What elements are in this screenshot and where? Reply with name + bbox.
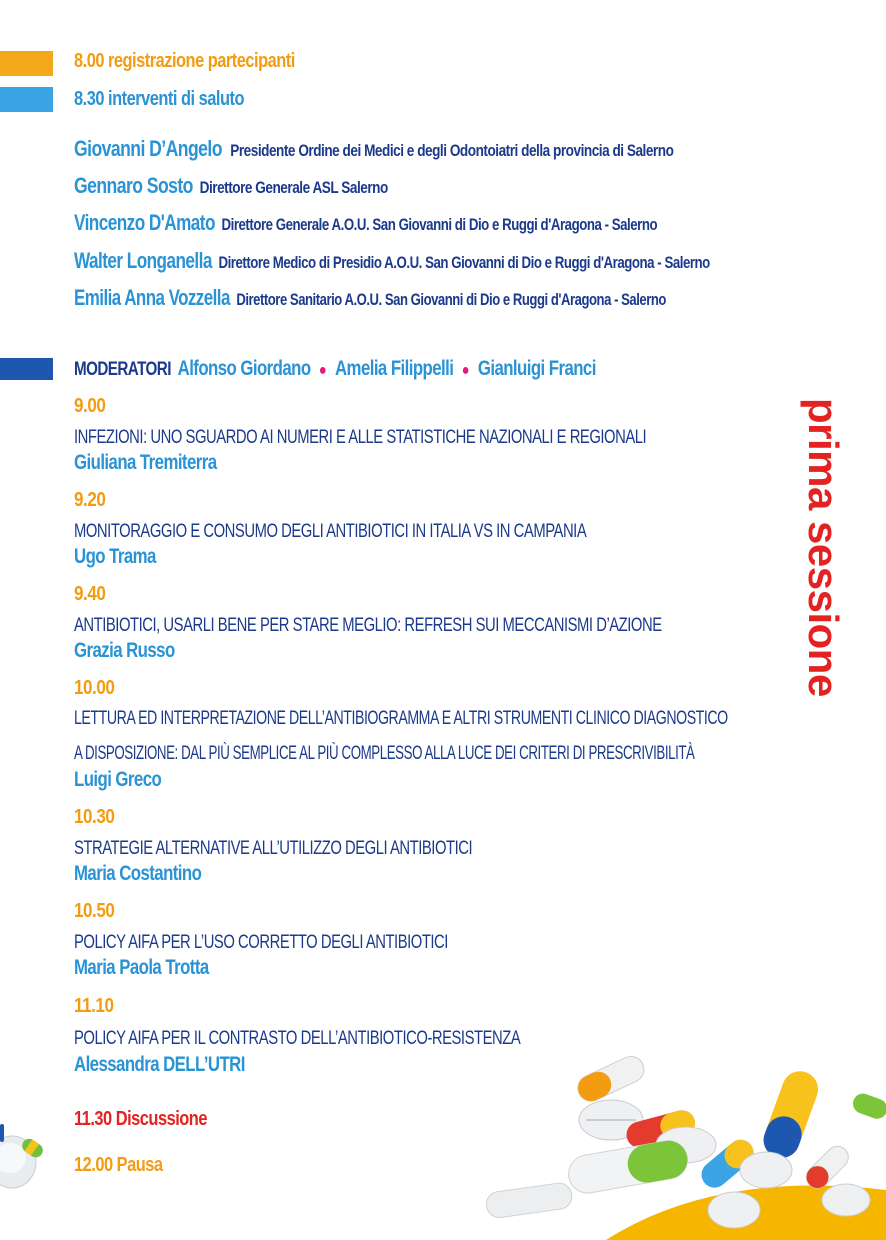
greetings-line: 8.30 interventi di saluto [74,88,244,110]
talk-time: 10.00 [74,677,115,699]
talk-speaker: Ugo Trama [74,545,156,568]
moderators-row [74,357,596,381]
talk-time: 9.20 [74,489,106,511]
talk-time: 10.30 [74,806,115,828]
registration-line: 8.00 registrazione partecipanti [74,50,295,72]
guest-role: Presidente Ordine dei Medici e degli Odontoiatri della provincia di Salerno [230,141,674,160]
talk-speaker: Grazia Russo [74,639,175,662]
guest-name: Walter Longanella [74,248,212,273]
guest-row [74,248,710,274]
guest-row [74,136,673,162]
guest-row [74,285,666,311]
talk-time: 10.50 [74,900,115,922]
moderator-name: Alfonso Giordano [177,357,311,380]
talk-title: POLICY AIFA PER IL CONTRASTO DELL’ANTIBIOTICO-RESISTENZA [74,1028,521,1049]
pause-line: 12.00 Pausa [74,1154,163,1176]
navy-marker-bar [0,358,53,380]
talk-title: POLICY AIFA PER L’USO CORRETTO DEGLI ANTIBIOTICI [74,932,448,953]
guest-name: Vincenzo D'Amato [74,210,215,235]
guest-role: Direttore Generale A.O.U. San Giovanni di Dio e Ruggi d'Aragona - Salerno [221,215,658,234]
talk-time: 11.10 [74,995,114,1017]
talk-title: INFEZIONI: UNO SGUARDO AI NUMERI E ALLE STATISTICHE NAZIONALI E REGIONALI [74,427,647,448]
guest-row [74,210,657,236]
light-blue-marker-bar [0,87,53,112]
guest-row [74,173,388,199]
talk-speaker: Alessandra DELL’UTRI [74,1053,245,1076]
talk-title: STRATEGIE ALTERNATIVE ALL’UTILIZZO DEGLI ANTIBIOTICI [74,838,473,859]
moderator-name: Gianluigi Franci [477,357,596,380]
guest-role: Direttore Generale ASL Salerno [199,178,388,197]
talk-title: LETTURA ED INTERPRETAZIONE DELL’ANTIBIOGRAMMA E ALTRI STRUMENTI CLINICO DIAGNOSTICO [74,708,728,729]
pills-illustration-right [486,1050,886,1240]
pills-illustration-left [0,1110,60,1200]
guest-role: Direttore Sanitario A.O.U. San Giovanni di Dio e Ruggi d'Aragona - Salerno [236,290,666,309]
guest-name: Giovanni D’Angelo [74,136,222,161]
talk-speaker: Maria Paola Trotta [74,956,209,979]
talk-title: ANTIBIOTICI, USARLI BENE PER STARE MEGLIO: REFRESH SUI MECCANISMI D’AZIONE [74,615,662,636]
talk-time: 9.40 [74,583,106,605]
orange-marker-bar [0,51,53,76]
guest-name: Emilia Anna Vozzella [74,285,230,310]
moderator-name: Amelia Filippelli [334,357,454,380]
guest-role: Direttore Medico di Presidio A.O.U. San Giovanni di Dio e Ruggi d'Aragona - Salerno [218,253,710,272]
talk-speaker: Maria Costantino [74,862,202,885]
moderators-label: MODERATORI [74,359,171,380]
session-label: prima sessione [800,398,847,697]
discussion-line: 11.30 Discussione [74,1108,207,1130]
separator-dot: ● [318,362,327,379]
guest-name: Gennaro Sosto [74,173,193,198]
talk-speaker: Luigi Greco [74,768,162,791]
talk-title-continued: A DISPOSIZIONE: DAL PIÙ SEMPLICE AL PIÙ COMPLESSO ALLA LUCE DEI CRITERI DI PRESCRIVIBILITÀ [74,743,695,764]
talk-speaker: Giuliana Tremiterra [74,451,217,474]
talk-title: MONITORAGGIO E CONSUMO DEGLI ANTIBIOTICI IN ITALIA VS IN CAMPANIA [74,521,587,542]
talk-time: 9.00 [74,395,106,417]
separator-dot: ● [461,362,470,379]
